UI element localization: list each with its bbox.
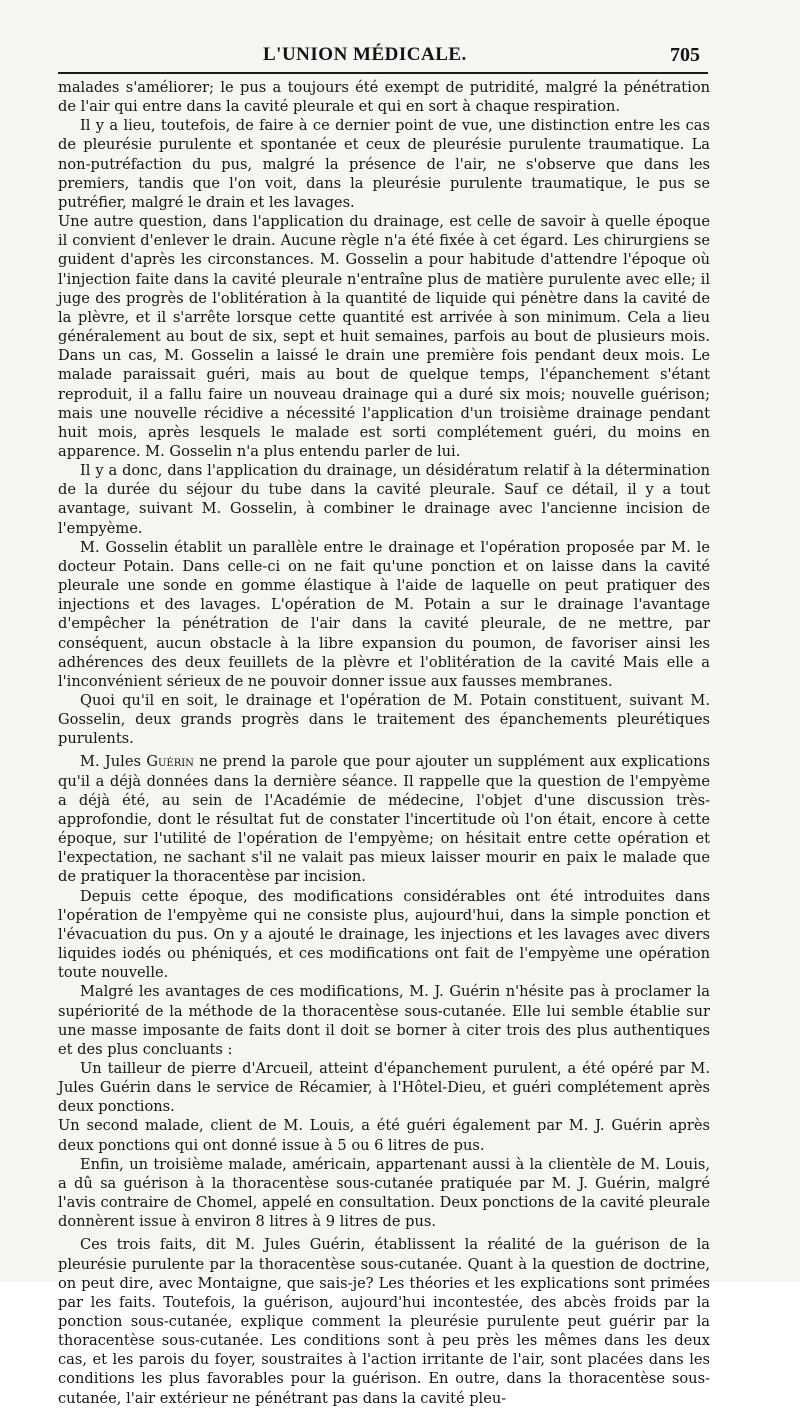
header-rule <box>58 72 708 74</box>
paragraph: Un second malade, client de M. Louis, a été guéri également par M. J. Guérin après deux ponctions qui ont donné issue à 5 ou 6 litres de pus. <box>58 1117 710 1154</box>
paragraph: M. Gosselin établit un parallèle entre le drainage et l'opération proposée par M. le docteur Potain. Dans celle-ci on ne fait qu'une ponction et on laisse dans la cavité pleurale une sonde en gomme élastique à l'aide de laquelle on peut pratiquer des injections et des lavages. L'opération de M. Potain a sur le drainage l'avantage d'empêcher la pénétration de l'air dans la cavité pleurale, de ne mettre, par conséquent, aucun obstacle à la libre expansion du poumon, de favoriser ainsi les adhérences des deux feuillets de la plèvre et l'oblitération de la cavité Mais elle a l'inconvénient sérieux de ne pouvoir donner issue aux fausses membranes. <box>58 538 710 690</box>
paragraph: Il y a lieu, toutefois, de faire à ce dernier point de vue, une distinction entre les cas de pleurésie purulente et spontanée et ceux de pleurésie purulente traumatique. La non-putréfaction du pus, malgré la présence de l'air, ne s'observe que dans les premiers, tandis que l'on voit, dans la pleurésie purulente traumatique, le pus se putréfier, malgré le drain et les lavages. <box>58 117 710 211</box>
paragraph: Une autre question, dans l'application du drainage, est celle de savoir à quelle époque il convient d'enlever le drain. Aucune règle n'a été fixée à cet égard. Les chirurgiens se guident d'après les circonstances. M. Gosselin a pour habitude d'attendre l'époque où l'injection faite dans la cavité pleurale n'entraîne plus de matière purulente avec elle; il juge des progrès de l'oblitération à la quantité de liquide qui pénètre dans la cavité de la plèvre, et il s'arrête lorsque cette quantité est arrivée à son minimum. Cela a lieu généralement au bout de six, sept et huit semaines, parfois au bout de plusieurs mois. Dans un cas, M. Gosselin a laissé le drain une première fois pendant deux mois. Le malade paraissait guéri, mais au bout de quelque temps, l'épanchement s'étant reproduit, il a fallu faire un nouveau drainage qui a duré six mois; nouvelle guérison; mais une nouvelle récidive a nécessité l'application d'un troisième drainage pendant huit mois, après lesquels le malade est sorti complétement guéri, du moins en apparence. M. Gosselin n'a plus entendu parler de lui. <box>58 213 710 460</box>
running-title: L'UNION MÉDICALE. <box>263 44 467 65</box>
paragraph: Enfin, un troisième malade, américain, appartenant aussi à la clientèle de M. Louis, a dû sa guérison à la thoracentèse sous-cutanée pratiquée par M. J. Guérin, malgré l'avis contraire de Chomel, appelé en consultation. Deux ponctions de la cavité pleurale donnèrent issue à environ 8 litres à 9 litres de pus. <box>58 1155 710 1231</box>
paragraph: Depuis cette époque, des modifications considérables ont été introduites dans l'opération de l'empyème qui ne consiste plus, aujourd'hui, dans la simple ponction et l'évacuation du pus. On y a ajouté le drainage, les injections et les lavages avec divers liquides iodés ou phéniqués, et ces modifications ont fait de l'empyème une opération toute nouvelle. <box>58 887 710 982</box>
paragraph: Quoi qu'il en soit, le drainage et l'opération de M. Potain constituent, suivant M. Gosselin, deux grands progrès dans le traitement des épanchements pleurétiques purulents. <box>58 692 710 748</box>
speaker-name: Guérin <box>146 753 194 771</box>
paragraph: Ces trois faits, dit M. Jules Guérin, établissent la réalité de la guérison de la pleurésie purulente par la thoracentèse sous-cutanée. Quant à la question de doctrine, on peut dire, avec Montaigne, que sais-je? Les théories et les explications sont primées par les faits. Toutefois, la guérison, aujourd'hui incontestée, des abcès froids par la ponction sous-cutanée, explique comment la pleurésie purulente peut guérir par la thoracentèse sous-cutanée. Les conditions sont à peu près les mêmes dans les deux cas, et les parois du foyer, soustraites à l'action irritante de l'air, sont placées dans les conditions les plus favorables pour la guérison. En outre, dans la thoracentèse sous-cutanée, l'air extérieur ne pénétrant pas dans la cavité pleu- <box>58 1236 710 1407</box>
page-header <box>58 38 708 74</box>
article-body <box>58 78 710 1408</box>
paragraph: malades s'améliorer; le pus a toujours été exempt de putridité, malgré la pénétration de l'air qui entre dans la cavité pleurale et qui en sort à chaque respiration. <box>58 79 710 116</box>
paragraph <box>58 752 710 886</box>
paragraph-prefix: M. Jules <box>80 753 147 771</box>
page-number: 705 <box>670 44 700 66</box>
paragraph: Malgré les avantages de ces modifications, M. J. Guérin n'hésite pas à proclamer la supériorité de la méthode de la thoracentèse sous-cutanée. Elle lui semble établie sur une masse imposante de faits dont il doit se borner à citer trois des plus authentiques et des plus concluants : <box>58 983 710 1058</box>
paragraph-text: ne prend la parole que pour ajouter un supplément aux explications qu'il a déjà données dans la dernière séance. Il rappelle que la question de l'empyème a déjà été, au sein de l'Académie de médecine, l'objet d'une discussion très-approfondie, dont le résultat fut de constater l'incertitude où l'on était, encore à cette époque, sur l'utilité de l'opération de l'empyème; on hésitait entre cette opération et l'expectation, ne sachant s'il ne valait pas mieux laisser mourir en paix le malade que de pratiquer la thoracentèse par incision. <box>58 753 711 886</box>
paragraph: Un tailleur de pierre d'Arcueil, atteint d'épanchement purulent, a été opéré par M. Jules Guérin dans le service de Récamier, à l'Hôtel-Dieu, et guéri complétement après deux ponctions. <box>58 1059 710 1116</box>
paragraph: Il y a donc, dans l'application du drainage, un désidératum relatif à la détermination de la durée du séjour du tube dans la cavité pleurale. Sauf ce détail, il y a tout avantage, suivant M. Gosselin, à combiner le drainage avec l'ancienne incision de l'empyème. <box>58 462 710 537</box>
